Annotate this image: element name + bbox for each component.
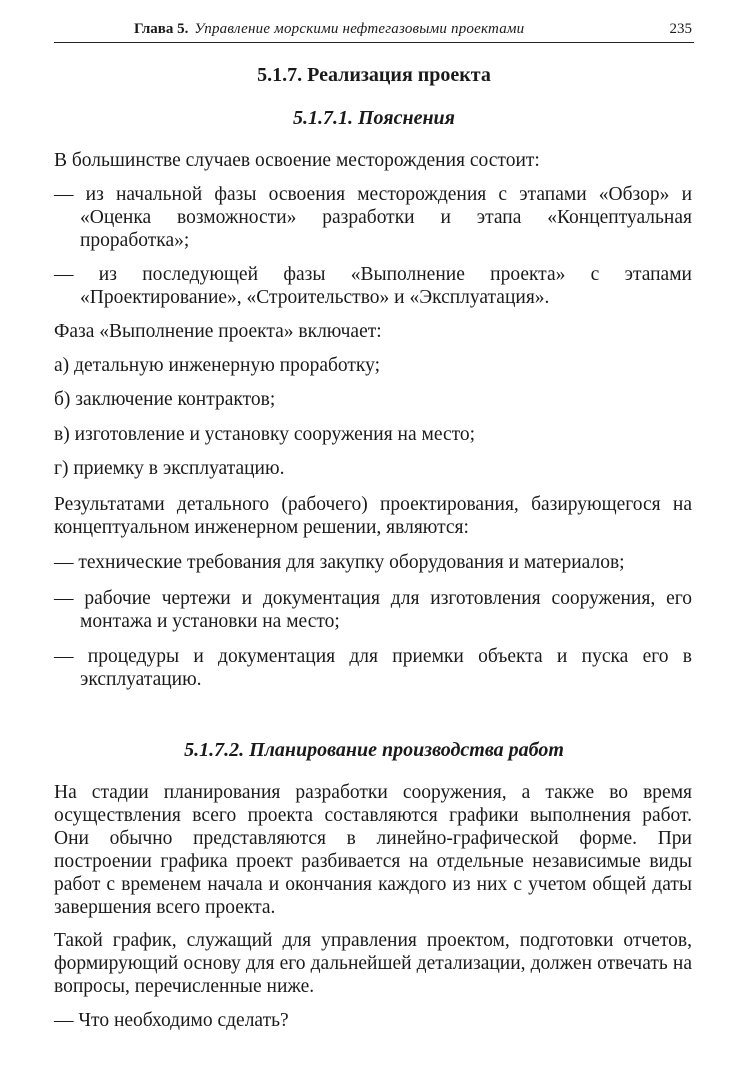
- dash-item-requirements: — технические требования для закупку оборудования и материалов;: [54, 552, 625, 573]
- dash-item-drawings: — рабочие чертежи и документация для изготовления сооружения, его монтажа и установки на место;: [54, 588, 692, 632]
- intro-paragraph: В большинстве случаев освоение месторождения состоит:: [54, 150, 540, 171]
- schedule-paragraph: Такой график, служащий для управления проектом, подготовки отчетов, формирующий основу для его дальнейшей детализации, должен отвечать на вопросы, перечисленные ниже.: [54, 930, 692, 997]
- dash-item-initial-phase: — из начальной фазы освоения месторождения с этапами «Обзор» и «Оценка возможности» разработки и этапа «Концептуальная проработка»;: [54, 184, 692, 251]
- list-item-b: б) заключение контрактов;: [54, 389, 276, 410]
- list-item-d: г) приемку в эксплуатацию.: [54, 458, 285, 479]
- section-title: 5.1.7. Реализация проекта: [257, 64, 491, 86]
- page-number: 235: [669, 21, 692, 37]
- subsection-title-explanations: 5.1.7.1. Пояснения: [293, 107, 455, 129]
- running-header: [54, 20, 694, 43]
- chapter-reference: [134, 21, 524, 38]
- chapter-label: Глава 5.: [134, 21, 189, 37]
- book-page: [54, 0, 694, 1077]
- planning-paragraph: На стадии планирования разработки сооружения, а также во время осуществления всего проекта составляются графики выполнения работ. Они обычно представляются в линейно-графической форме. При построении графика проект разбивается на отдельные независимые виды работ с временем начала и окончания каждого из них с учетом общей даты завершения всего проекта.: [54, 782, 692, 918]
- results-paragraph: Результатами детального (рабочего) проектирования, базирующегося на концептуальном инженерном решении, являются:: [54, 494, 692, 538]
- dash-item-question: — Что необходимо сделать?: [54, 1010, 289, 1031]
- dash-item-procedures: — процедуры и документация для приемки объекта и пуска его в эксплуатацию.: [54, 646, 692, 690]
- subsection-title-planning: 5.1.7.2. Планирование производства работ: [184, 739, 564, 761]
- chapter-title: Управление морскими нефтегазовыми проектами: [194, 21, 525, 37]
- list-item-a: а) детальную инженерную проработку;: [54, 355, 381, 376]
- list-item-c: в) изготовление и установку сооружения на место;: [54, 424, 476, 445]
- dash-item-later-phase: — из последующей фазы «Выполнение проекта» с этапами «Проектирование», «Строительство» и «Эксплуатация».: [54, 264, 692, 308]
- phase-intro-paragraph: Фаза «Выполнение проекта» включает:: [54, 321, 382, 342]
